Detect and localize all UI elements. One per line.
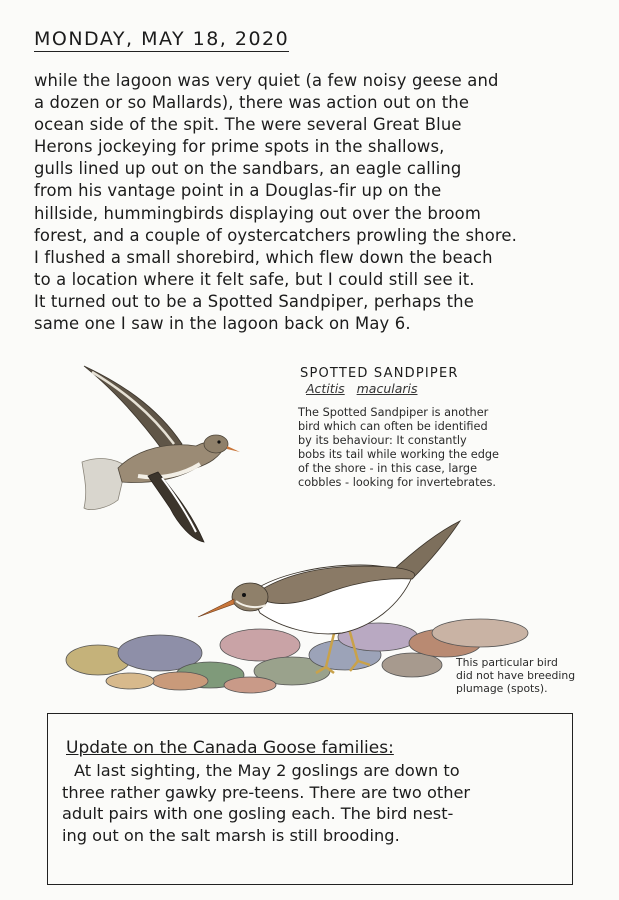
update-line: At last sighting, the May 2 goslings are down to [74, 761, 460, 780]
update-line: three rather gawky pre-teens. There are two other [62, 782, 471, 802]
journal-line: It turned out to be a Spotted Sandpiper, perhaps the [34, 291, 474, 311]
species-heading: SPOTTED SANDPIPER [300, 366, 459, 381]
journal-line: to a location where it felt safe, but I could still see it. [34, 269, 475, 289]
description-line: bobs its tail while working the edge [298, 448, 499, 462]
journal-line: a dozen or so Mallards), there was action out on the [34, 93, 470, 113]
latin-species: macularis [356, 381, 418, 396]
update-title: Update on the Canada Goose families: [66, 738, 394, 758]
journal-line: Herons jockeying for prime spots in the shallows, [34, 137, 445, 157]
journal-line: gulls lined up out on the sandbars, an eagle calling [34, 159, 462, 179]
update-box [47, 713, 573, 885]
update-line: ing out on the salt marsh is still brooding. [62, 825, 400, 845]
journal-line: ocean side of the spit. The were several Great Blue [34, 115, 462, 135]
description-line: The Spotted Sandpiper is another [298, 406, 489, 419]
date-heading: MONDAY, MAY 18, 2020 [34, 28, 290, 50]
description-line: bird which can often be identified [298, 420, 488, 434]
update-body [62, 760, 470, 846]
journal-line: while the lagoon was very quiet (a few noisy geese and [34, 71, 499, 90]
description-line: by its behaviour: It constantly [298, 434, 467, 448]
journal-line: same one I saw in the lagoon back on May 6. [34, 314, 411, 334]
note-line: This particular bird [456, 656, 558, 669]
note-line: did not have breeding [456, 669, 576, 682]
note-line: plumage (spots). [456, 682, 548, 695]
journal-line: from his vantage point in a Douglas-fir up on the [34, 181, 442, 201]
description-line: cobbles - looking for invertebrates. [298, 476, 496, 490]
journal-entry [34, 70, 604, 335]
journal-line: forest, and a couple of oystercatchers prowling the shore. [34, 225, 518, 245]
species-description [298, 406, 548, 491]
journal-line: I flushed a small shorebird, which flew down the beach [34, 247, 493, 267]
update-line: adult pairs with one gosling each. The bird nest- [62, 804, 454, 823]
plumage-note [456, 656, 616, 695]
latin-genus: Actitis [306, 381, 345, 396]
description-line: of the shore - in this case, large [298, 462, 478, 476]
latin-name [306, 381, 418, 396]
journal-line: hillside, hummingbirds displaying out over the broom [34, 203, 481, 223]
